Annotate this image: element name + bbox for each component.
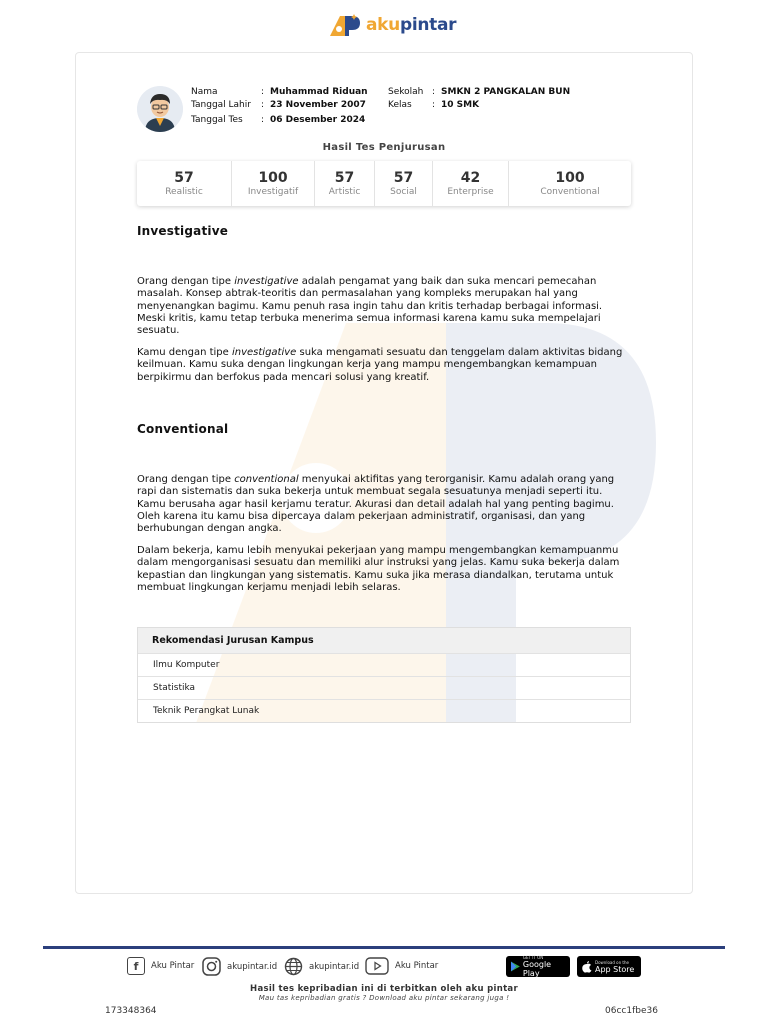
colon: :	[261, 87, 265, 97]
instagram-label: akupintar.id	[227, 961, 278, 972]
score-name: Conventional	[540, 186, 600, 197]
score-conventional	[509, 161, 631, 206]
score-name: Realistic	[165, 186, 203, 197]
result-card	[75, 52, 693, 894]
score-value: 57	[393, 169, 414, 186]
text: suka mengamati sesuatu dan tenggelam dalam aktivitas bidang keilmuan. Kamu suka dengan lingkungan kerja yang mampu mengembangkan kemampuan berpikirmu dan berfokus pada mencari solusi yang kreatif.	[137, 347, 623, 383]
conventional-paragraph-2: Dalam bekerja, kamu lebih menyukai pekerjaan yang mampu mengembangkan kemampuanmu dalam mengorganisasi sesuatu dan memiliki alur instruksi yang jelas. Kamu suka bekerja dalam kepastian dan lingkungan yang sistematis. Kamu suka jika merasa diandalkan, terutama untuk membuat lingkungan kerjamu menjadi lebih selaras.	[137, 545, 620, 593]
footer-publisher-note: Hasil tes kepribadian ini di terbitkan oleh aku pintar	[250, 984, 518, 994]
logo-mark-icon	[328, 12, 362, 38]
conventional-title: Conventional	[137, 422, 229, 436]
app-store-label: App Store	[595, 964, 635, 974]
score-investigatif	[232, 161, 315, 206]
score-name: Enterprise	[447, 186, 494, 197]
score-value: 100	[258, 169, 288, 186]
date-of-birth: 23 November 2007	[270, 100, 366, 110]
dob-label: Tanggal Lahir	[191, 100, 251, 110]
logo-aku: aku	[366, 15, 400, 35]
recommendation-table	[137, 627, 631, 723]
text: Orang dengan tipe	[137, 276, 235, 287]
student-name: Muhammad Riduan	[270, 87, 368, 97]
score-name: Investigatif	[247, 186, 299, 197]
score-summary	[137, 161, 631, 206]
score-realistic	[137, 161, 232, 206]
emphasis: investigative	[234, 276, 299, 287]
footer-download-note: Mau tas kepribadian gratis ? Download aku pintar sekarang juga !	[258, 994, 510, 1002]
score-value: 42	[460, 169, 481, 186]
text: adalah pengamat yang baik dan suka mencari pemecahan masalah. Konsep abtrak-teoritis dan permasalahan yang kompleks merupakan hal yang menyenangkan bagimu. Kamu penuh rasa ingin tahu dan kritis terhadap berbagai informasi. Meski kritis, kamu tetap terbuka menerima semua informasi karena kamu suka mempelajari sesuatu.	[137, 276, 603, 337]
investigative-paragraph-1	[137, 276, 627, 337]
score-enterprise	[433, 161, 509, 206]
student-avatar-icon	[137, 86, 183, 132]
aku-pintar-logo	[328, 12, 456, 38]
instagram-link[interactable]	[202, 957, 277, 976]
facebook-label: Aku Pintar	[151, 961, 195, 971]
google-play-icon	[511, 961, 520, 972]
conventional-paragraph-1	[137, 474, 627, 535]
emphasis: conventional	[234, 474, 299, 485]
emphasis: investigative	[231, 347, 297, 358]
test-date: 06 Desember 2024	[270, 115, 366, 125]
text: menyukai aktifitas yang terorganisir. Kamu adalah orang yang rapi dan sistematis dan suka bekerja untuk membuat segala sesuatunya menjadi seperti itu. Kamu berusaha agar hasil kerjamu teratur. Akurasi dan detail adalah hal yang penting bagimu. Oleh karena itu kamu bisa dipercaya dalam pekerjaan administratif, organisasi, dan yang berhubungan dengan angka.	[137, 474, 615, 535]
school-label: Sekolah	[388, 87, 424, 97]
youtube-label: Aku Pintar	[395, 961, 439, 971]
test-date-label: Tanggal Tes	[191, 115, 243, 125]
score-name: Social	[390, 186, 417, 197]
footer-divider	[43, 946, 725, 949]
recommendation-item: Ilmu Komputer	[138, 653, 630, 676]
colon: :	[432, 100, 436, 110]
score-value: 57	[174, 169, 194, 186]
recommendation-item: Teknik Perangkat Lunak	[138, 699, 630, 722]
results-title: Hasil Tes Penjurusan	[322, 142, 446, 153]
score-artistic	[315, 161, 375, 206]
app-store-badge[interactable]	[577, 956, 641, 977]
school-name: SMKN 2 PANGKALAN BUN	[441, 87, 571, 97]
app-store-sub: Download on the	[595, 959, 629, 965]
logo-text	[366, 15, 456, 35]
investigative-paragraph-2	[137, 347, 627, 384]
colon: :	[432, 87, 436, 97]
document-code-left: 173348364	[105, 1006, 157, 1016]
colon: :	[261, 115, 265, 125]
logo-pintar: pintar	[399, 15, 457, 35]
score-value: 57	[334, 169, 355, 186]
globe-icon	[284, 957, 303, 976]
student-profile	[137, 86, 570, 132]
text: Kamu dengan tipe	[137, 347, 232, 358]
google-play-badge[interactable]	[506, 956, 570, 977]
google-play-label: Google Play	[522, 960, 552, 978]
website-link[interactable]	[284, 957, 359, 976]
facebook-link[interactable]	[127, 957, 194, 975]
google-play-sub: GET IT ON	[522, 955, 544, 960]
youtube-icon	[365, 957, 389, 975]
facebook-icon: f	[127, 957, 145, 975]
investigative-title: Investigative	[137, 224, 229, 238]
profile-info	[191, 86, 570, 132]
score-value: 100	[555, 169, 585, 186]
avatar	[137, 86, 183, 132]
score-social	[375, 161, 433, 206]
youtube-link[interactable]	[365, 957, 438, 975]
class-value: 10 SMK	[441, 100, 480, 110]
name-label: Nama	[191, 87, 218, 97]
recommendation-item: Statistika	[138, 676, 630, 699]
recommendation-header: Rekomendasi Jurusan Kampus	[138, 628, 630, 653]
text: Orang dengan tipe	[137, 474, 235, 485]
score-name: Artistic	[328, 186, 361, 197]
document-code-right: 06cc1fbe36	[605, 1006, 658, 1016]
apple-icon	[582, 961, 592, 973]
class-label: Kelas	[388, 100, 412, 110]
website-label: akupintar.id	[309, 961, 360, 972]
colon: :	[261, 100, 265, 110]
instagram-icon	[202, 957, 221, 976]
